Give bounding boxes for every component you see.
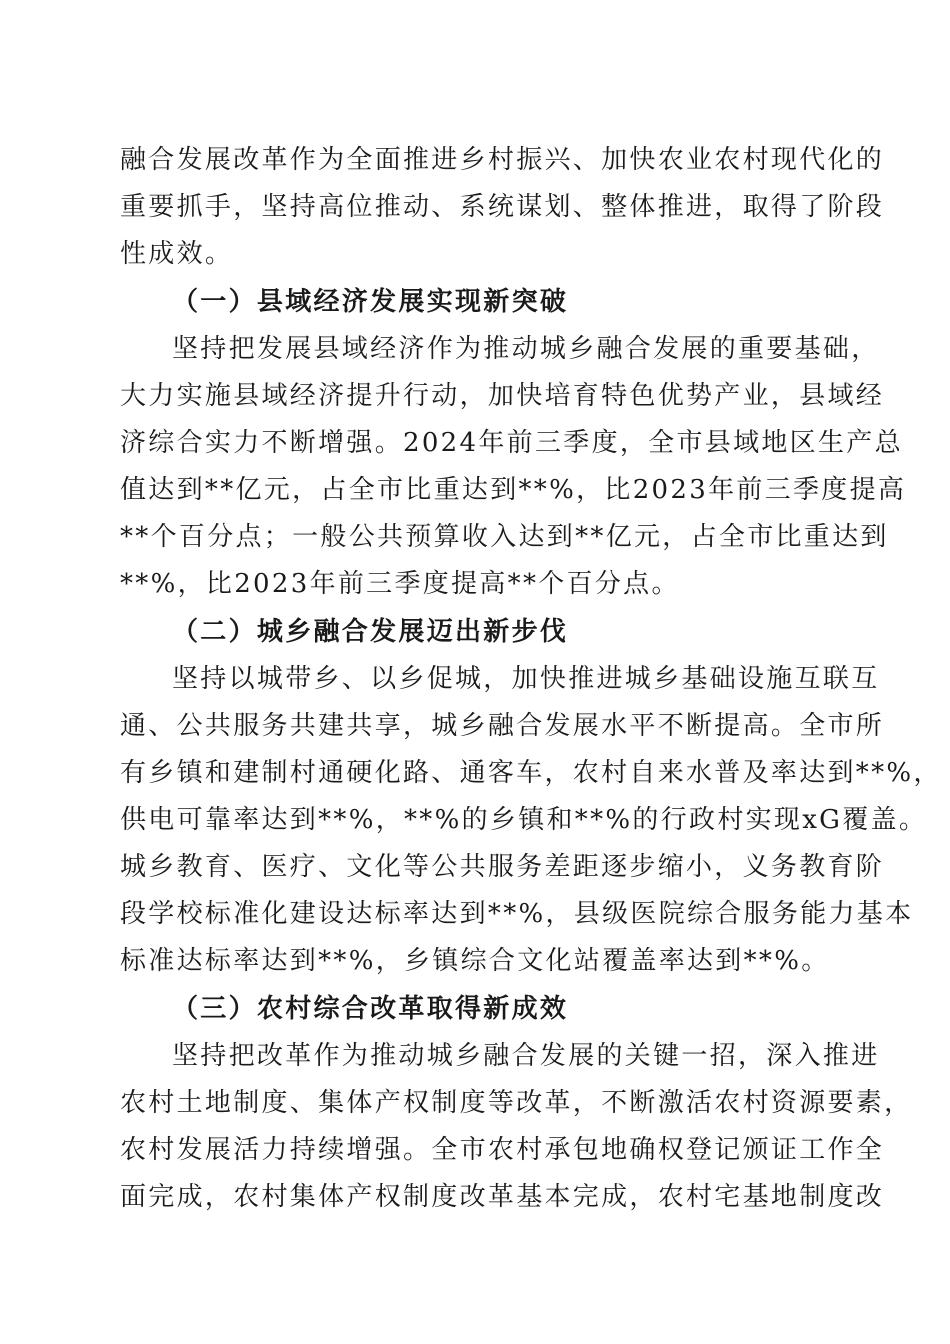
paragraph-line: 值达到**亿元，占全市比重达到**%，比2023年前三季度提高 bbox=[120, 475, 907, 505]
paragraph-line: 融合发展改革作为全面推进乡村振兴、加快农业农村现代化的 bbox=[120, 145, 885, 175]
paragraph-line: 供电可靠率达到**%，**%的乡镇和**%的行政村实现xG覆盖。 bbox=[120, 805, 928, 835]
paragraph-line: 标准达标率达到**%，乡镇综合文化站覆盖率达到**%。 bbox=[120, 946, 830, 976]
paragraph-line: 坚持把改革作为推动城乡融合发展的关键一招，深入推进 bbox=[172, 1041, 880, 1071]
paragraph-line: 坚持把发展县域经济作为推动城乡融合发展的重要基础， bbox=[172, 334, 880, 364]
paragraph-line: **个百分点；一般公共预算收入达到**亿元，占全市比重达到 bbox=[120, 522, 889, 552]
paragraph-line: 段学校标准化建设达标率达到**%，县级医院综合服务能力基本 bbox=[120, 899, 914, 929]
paragraph-line: 性成效。 bbox=[120, 239, 234, 269]
paragraph-line: 面完成，农村集体产权制度改革基本完成，农村宅基地制度改 bbox=[120, 1182, 885, 1212]
paragraph-line: 农村土地制度、集体产权制度等改革，不断激活农村资源要素， bbox=[120, 1088, 913, 1118]
paragraph-line: 重要抓手，坚持高位推动、系统谋划、整体推进，取得了阶段 bbox=[120, 192, 885, 222]
section-heading-2: （二）城乡融合发展迈出新步伐 bbox=[172, 617, 569, 647]
paragraph-line: 通、公共服务共建共享，城乡融合发展水平不断提高。全市所 bbox=[120, 711, 885, 741]
section-heading-1: （一）县域经济发展实现新突破 bbox=[172, 287, 569, 317]
paragraph-line: **%，比2023年前三季度提高**个百分点。 bbox=[120, 569, 680, 599]
paragraph-line: 大力实施县域经济提升行动，加快培育特色优势产业，县域经 bbox=[120, 381, 885, 411]
paragraph-line: 坚持以城带乡、以乡促城，加快推进城乡基础设施互联互 bbox=[172, 664, 880, 694]
paragraph-line: 有乡镇和建制村通硬化路、通客车，农村自来水普及率达到**%， bbox=[120, 758, 942, 788]
paragraph-line: 农村发展活力持续增强。全市农村承包地确权登记颁证工作全 bbox=[120, 1135, 885, 1165]
section-heading-3: （三）农村综合改革取得新成效 bbox=[172, 994, 569, 1024]
paragraph-line: 城乡教育、医疗、文化等公共服务差距逐步缩小，义务教育阶 bbox=[120, 852, 885, 882]
paragraph-line: 济综合实力不断增强。2024年前三季度，全市县域地区生产总 bbox=[120, 428, 903, 458]
